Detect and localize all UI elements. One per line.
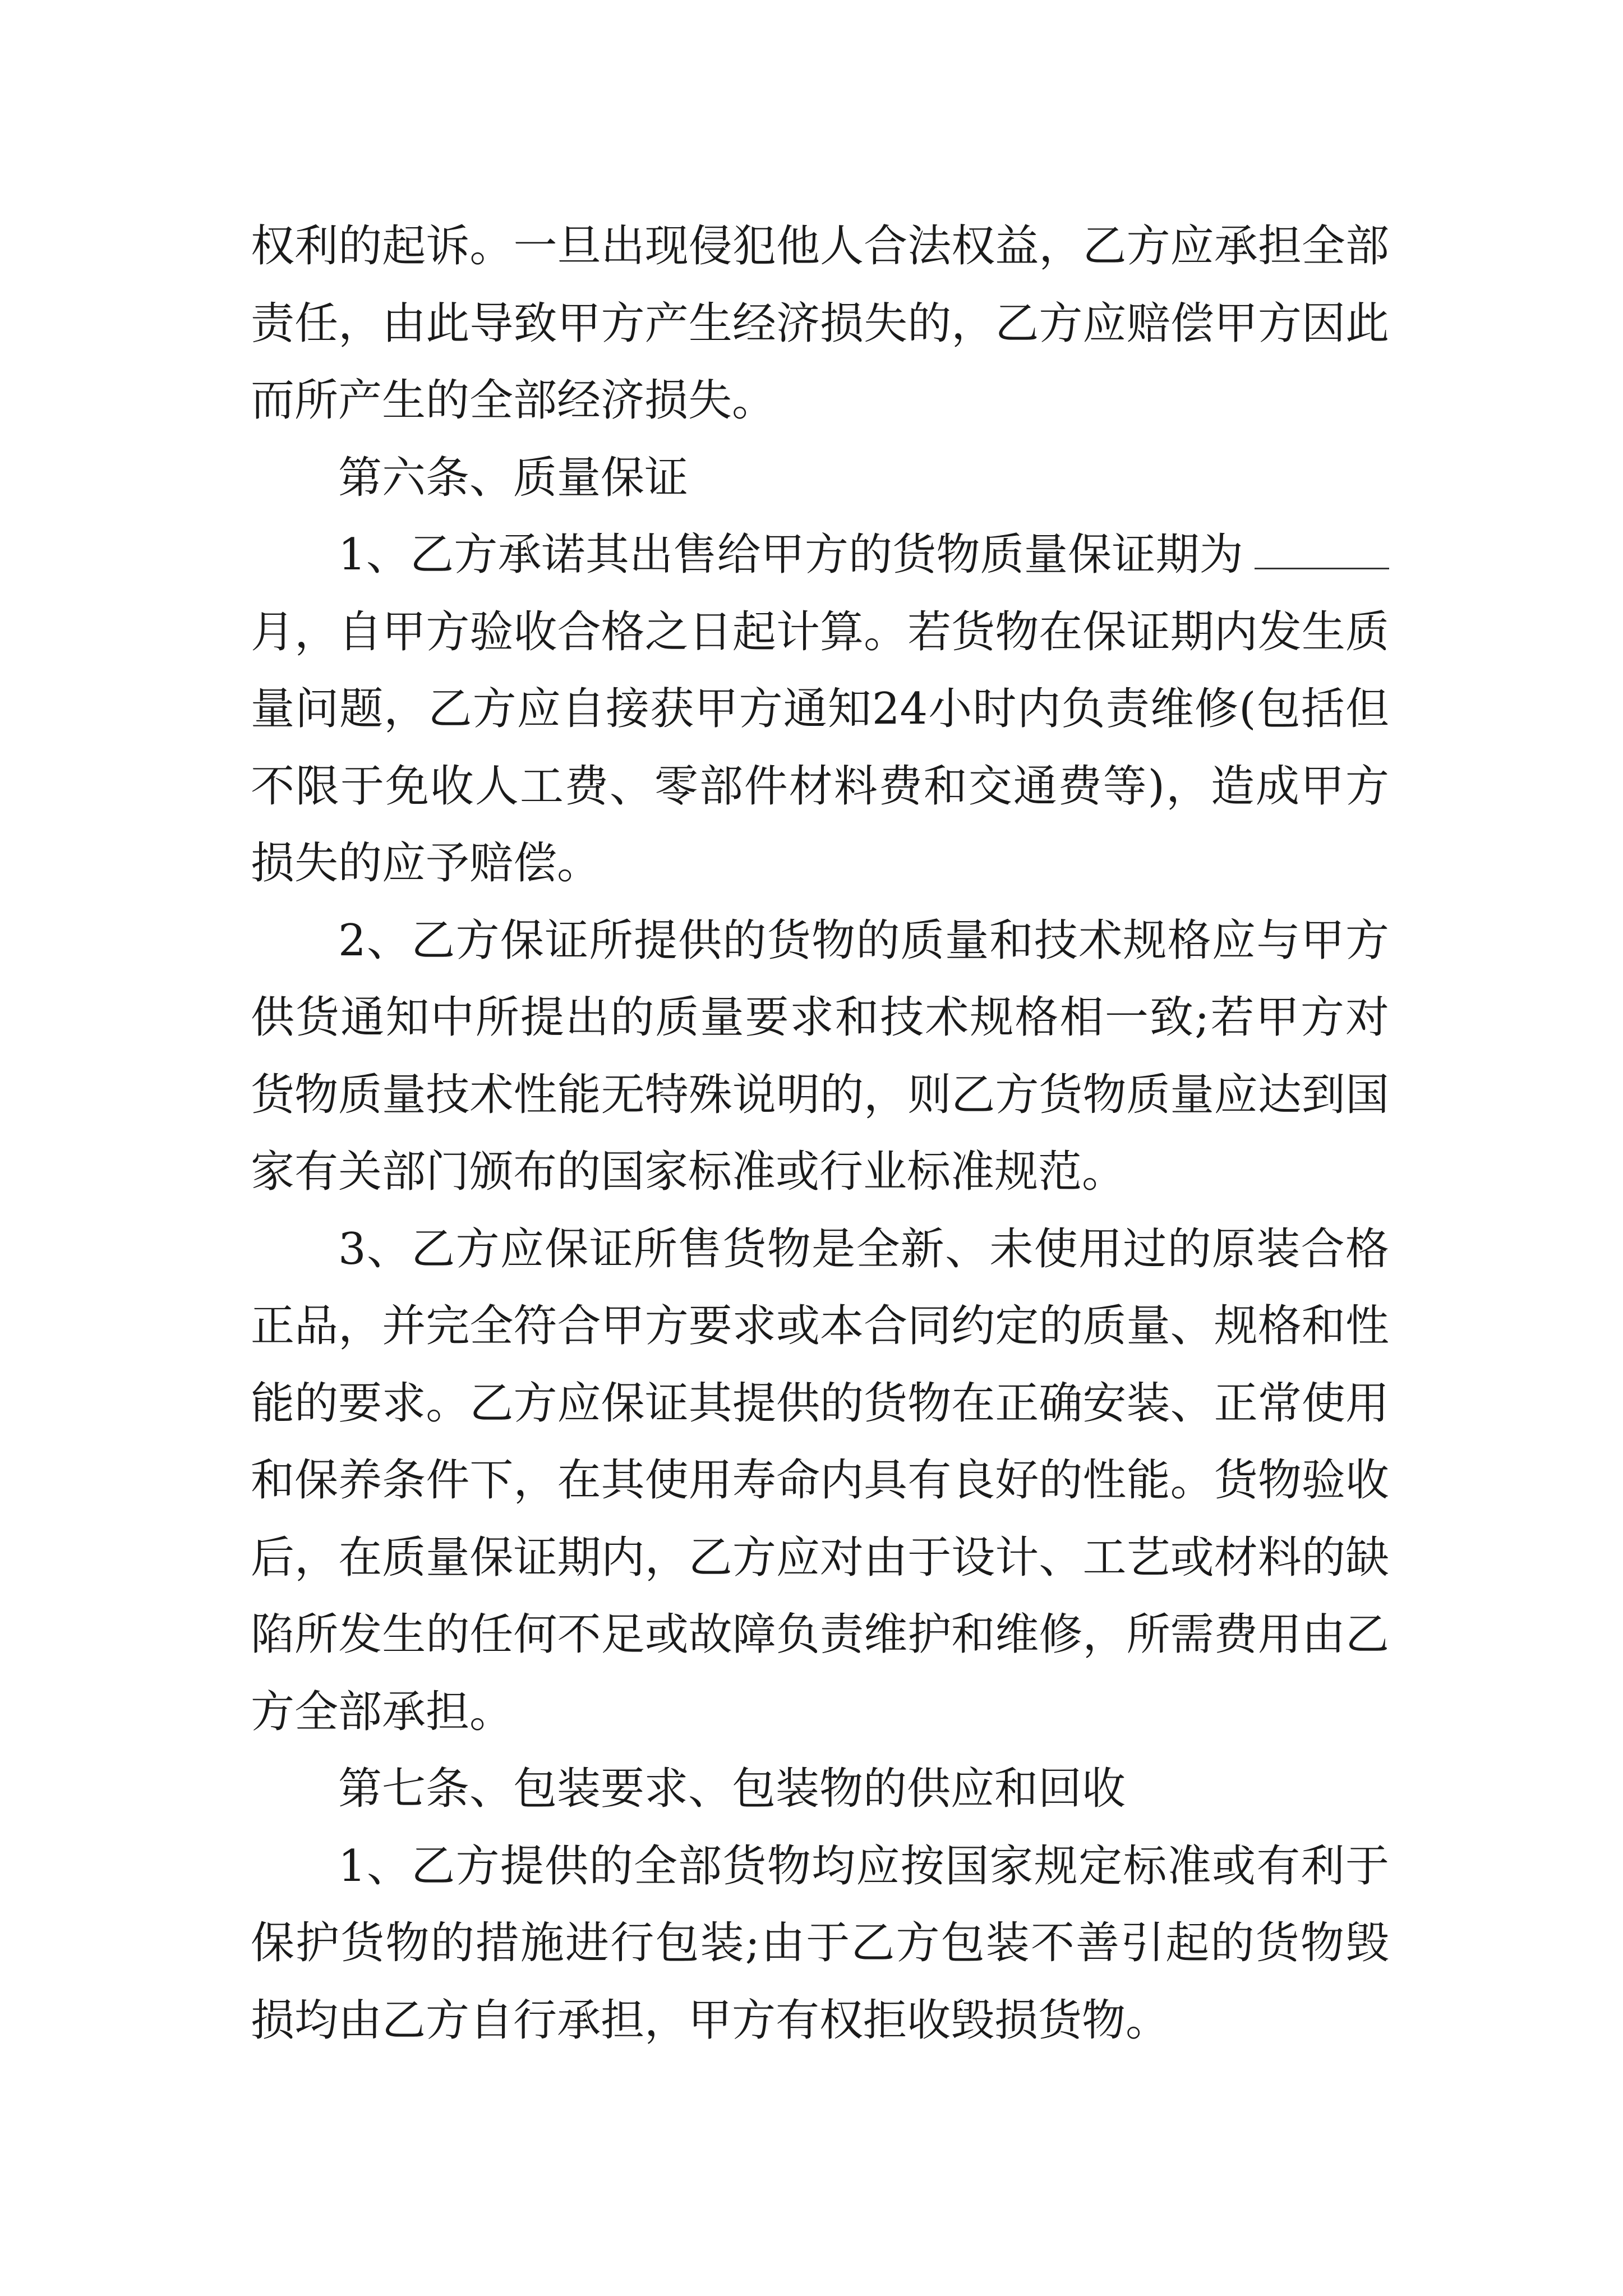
warranty-text-end: 月，自甲方验收合格之日起计算。若货物在保证期内发生质量问题，乙方应自接获甲方通知24小时内负责维修(包括但不限于免收人工费、零部件材料费和交通费等)，造成甲方损失的应予赔偿。: [251, 606, 1389, 889]
document-body: [251, 208, 1389, 2059]
section-heading-article-6: 第六条、质量保证: [338, 452, 689, 503]
section-heading-article-7: 第七条、包装要求、包装物的供应和回收: [338, 1764, 1126, 1814]
paragraph-warranty-period: [251, 517, 1389, 903]
warranty-text-start: 1、乙方承诺其出售给甲方的货物质量保证期为: [338, 530, 1243, 580]
paragraph-continuation: 权利的起诉。一旦出现侵犯他人合法权益，乙方应承担全部责任，由此导致甲方产生经济损失的，乙方应赔偿甲方因此而所产生的全部经济损失。: [251, 221, 1389, 426]
paragraph-genuine-goods: 3、乙方应保证所售货物是全新、未使用过的原装合格正品，并完全符合甲方要求或本合同约定的质量、规格和性能的要求。乙方应保证其提供的货物在正确安装、正常使用和保养条件下，在其使用寿命内具有良好的性能。货物验收后，在质量保证期内，乙方应对由于设计、工艺或材料的缺陷所发生的任何不足或故障负责维护和维修，所需费用由乙方全部承担。: [251, 1223, 1389, 1737]
paragraph-quality-spec: 2、乙方保证所提供的货物的质量和技术规格应与甲方供货通知中所提出的质量要求和技术规格相一致;若甲方对货物质量技术性能无特殊说明的，则乙方货物质量应达到国家有关部门颁布的国家标准或行业标准规范。: [251, 915, 1389, 1197]
blank-fill-line: [1255, 534, 1389, 569]
paragraph-packaging: 1、乙方提供的全部货物均应按国家规定标准或有利于保护货物的措施进行包装;由于乙方包装不善引起的货物毁损均由乙方自行承担，甲方有权拒收毁损货物。: [251, 1841, 1389, 2046]
